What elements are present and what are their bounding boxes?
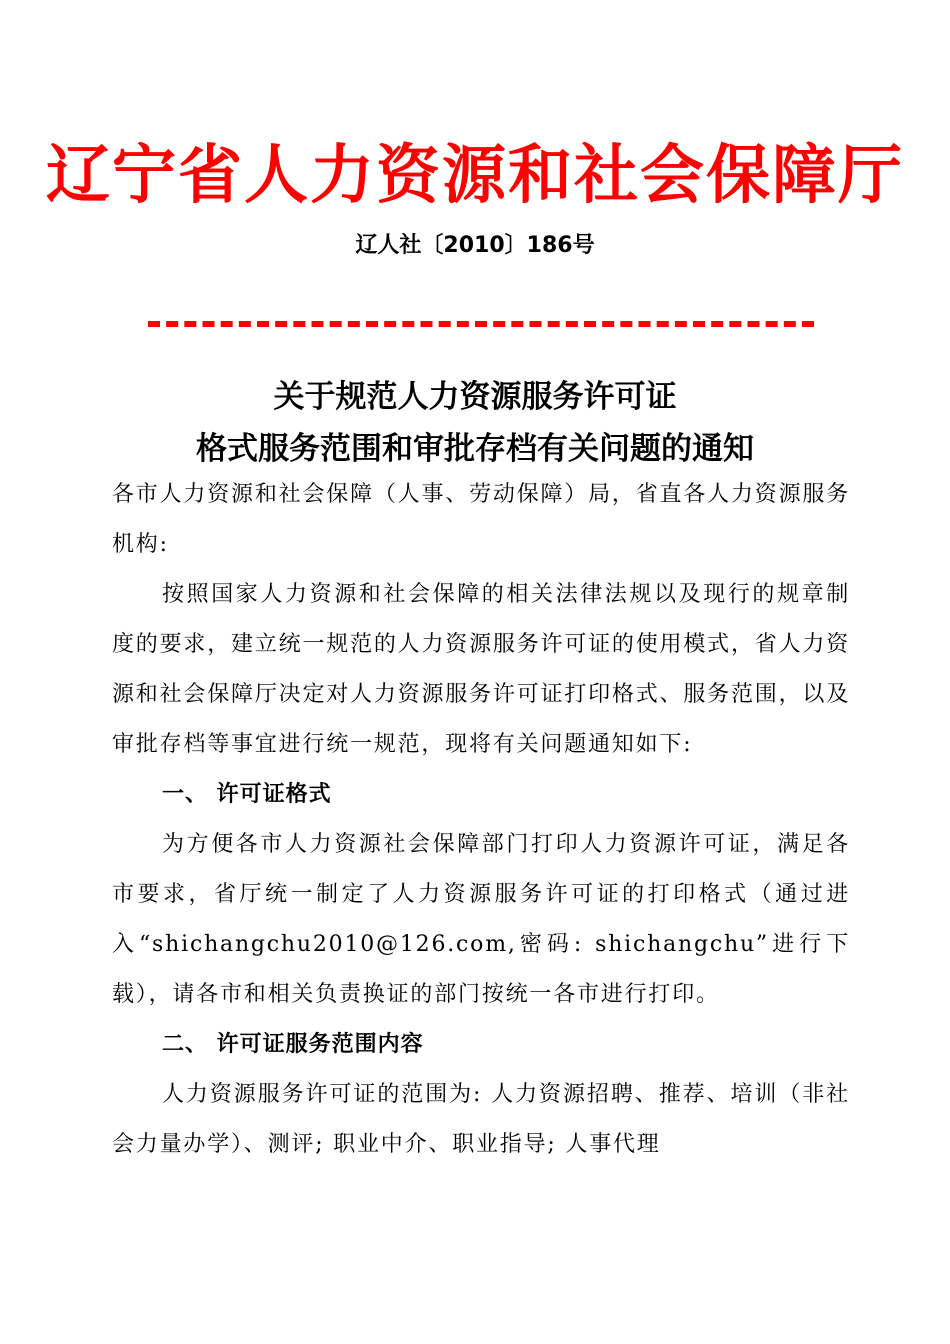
section-2-heading: 二、 许可证服务范围内容 bbox=[162, 1032, 424, 1057]
intro-paragraph: 按照国家人力资源和社会保障的相关法律法规以及现行的规章制度的要求，建立统一规范的人力资源服务许可证的使用模式，省人力资源和社会保障厅决定对人力资源服务许可证打印格式、服务范围，以及审批存档等事宜进行统一规范，现将有关问题通知如下: bbox=[112, 582, 850, 757]
document-number: 辽人社〔2010〕186号 bbox=[355, 233, 595, 258]
notice-title-line-2: 格式服务范围和审批存档有关问题的通知 bbox=[196, 431, 754, 467]
red-separator-line bbox=[148, 321, 814, 327]
section-2-paragraph: 人力资源服务许可证的范围为: 人力资源招聘、推荐、培训（非社会力量办学）、测评; 职业中介、职业指导; 人事代理 bbox=[112, 1082, 850, 1157]
section-1-heading: 一、 许可证格式 bbox=[162, 782, 332, 807]
masthead-title: 辽宁省人力资源和社会保障厅 bbox=[46, 138, 904, 213]
notice-title-line-1: 关于规范人力资源服务许可证 bbox=[273, 379, 677, 415]
section-1-paragraph: 为方便各市人力资源社会保障部门打印人力资源许可证，满足各市要求，省厅统一制定了人力资源服务许可证的打印格式（通过进入“shichangchu2010@126.com,密码: shichangchu”进行下载），请各市和相关负责换证的部门按统一各市进行打印。 bbox=[112, 832, 850, 1007]
salutation: 各市人力资源和社会保障（人事、劳动保障）局，省直各人力资源服务机构: bbox=[112, 482, 850, 557]
notice-body bbox=[112, 470, 850, 1170]
